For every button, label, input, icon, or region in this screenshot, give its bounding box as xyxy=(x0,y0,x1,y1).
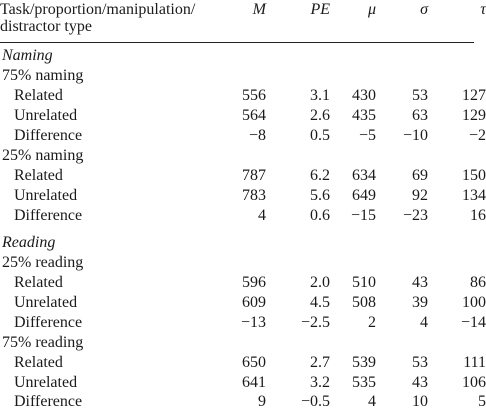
row-label: Difference xyxy=(14,314,83,331)
cell-mu: 4 xyxy=(368,393,376,410)
section-title: Naming xyxy=(2,47,53,64)
cell-mu: 634 xyxy=(352,167,376,184)
cell-tau: 134 xyxy=(462,187,486,204)
cell-sigma: 53 xyxy=(412,87,428,104)
cell-sigma: 43 xyxy=(412,374,428,391)
cell-m: 650 xyxy=(242,354,266,371)
cell-sigma: 4 xyxy=(420,314,428,331)
cell-pe: 2.7 xyxy=(310,354,330,371)
cell-mu: −15 xyxy=(350,207,376,224)
table-row xyxy=(0,206,486,226)
row-label: Related xyxy=(14,87,63,104)
cell-m: 564 xyxy=(242,107,266,124)
cell-tau: 111 xyxy=(463,354,486,371)
table-row xyxy=(0,313,486,333)
group-label: 25% reading xyxy=(2,254,84,271)
cell-sigma: 92 xyxy=(412,187,428,204)
cell-tau: 86 xyxy=(470,274,486,291)
header-label-line2: distractor type xyxy=(0,18,92,35)
group-title xyxy=(0,333,474,353)
cell-sigma: 43 xyxy=(412,274,428,291)
group-title xyxy=(0,253,474,273)
cell-pe: 2.6 xyxy=(310,107,330,124)
header-rule xyxy=(0,42,474,43)
row-label: Unrelated xyxy=(14,107,78,124)
table-row xyxy=(0,166,486,186)
cell-mu: 508 xyxy=(352,294,376,311)
header-label-line1: Task/proportion/manipulation/ xyxy=(0,1,196,18)
cell-m: 609 xyxy=(242,294,266,311)
section-title: Reading xyxy=(2,234,56,251)
cell-mu: 435 xyxy=(352,107,376,124)
cell-pe: 0.5 xyxy=(310,127,330,144)
row-label: Related xyxy=(14,274,63,291)
cell-m: −8 xyxy=(248,127,266,144)
row-label: Unrelated xyxy=(14,374,78,391)
table-row xyxy=(0,186,486,206)
cell-m: 9 xyxy=(258,393,266,410)
cell-sigma: −23 xyxy=(402,207,428,224)
header-col-sigma: σ xyxy=(420,1,428,18)
cell-sigma: 39 xyxy=(412,294,428,311)
table-row xyxy=(0,273,486,293)
cell-mu: 535 xyxy=(352,374,376,391)
row-label: Related xyxy=(14,354,63,371)
cell-tau: −2 xyxy=(468,127,486,144)
cell-m: 556 xyxy=(242,87,266,104)
table-row xyxy=(0,293,486,313)
cell-mu: 2 xyxy=(368,314,376,331)
cell-m: 641 xyxy=(242,374,266,391)
cell-mu: 510 xyxy=(352,274,376,291)
cell-pe: 3.2 xyxy=(310,374,330,391)
table-row xyxy=(0,106,486,126)
row-label: Difference xyxy=(14,127,83,144)
cell-tau: 106 xyxy=(462,374,486,391)
cell-pe: 5.6 xyxy=(310,187,330,204)
cell-m: 596 xyxy=(242,274,266,291)
row-label: Unrelated xyxy=(14,187,78,204)
header-row-2 xyxy=(0,17,474,37)
cell-m: 787 xyxy=(242,167,266,184)
table-row xyxy=(0,86,486,106)
cell-tau: 129 xyxy=(462,107,486,124)
table-row xyxy=(0,126,486,146)
header-col-mu: μ xyxy=(367,1,376,18)
group-label: 75% naming xyxy=(2,67,84,84)
cell-tau: 127 xyxy=(462,87,486,104)
table-row xyxy=(0,353,486,373)
cell-pe: −0.5 xyxy=(300,393,330,410)
cell-tau: 150 xyxy=(462,167,486,184)
cell-pe: 6.2 xyxy=(310,167,330,184)
row-label: Difference xyxy=(14,393,83,410)
group-label: 75% reading xyxy=(2,334,84,351)
cell-m: −13 xyxy=(240,314,266,331)
cell-sigma: −10 xyxy=(402,127,428,144)
cell-m: 4 xyxy=(258,207,266,224)
table-row xyxy=(0,373,486,393)
row-label: Related xyxy=(14,167,63,184)
cell-pe: −2.5 xyxy=(300,314,330,331)
cell-tau: 5 xyxy=(478,393,486,410)
section-title-reading xyxy=(0,233,474,253)
section-title-naming xyxy=(0,46,474,66)
cell-mu: −5 xyxy=(358,127,376,144)
header-col-m: M xyxy=(252,1,266,18)
cell-pe: 0.6 xyxy=(310,207,330,224)
header-col-pe: PE xyxy=(310,1,330,18)
cell-sigma: 69 xyxy=(412,167,428,184)
cell-sigma: 63 xyxy=(412,107,428,124)
cell-sigma: 53 xyxy=(412,354,428,371)
group-label: 25% naming xyxy=(2,147,84,164)
group-title xyxy=(0,66,474,86)
group-title xyxy=(0,146,474,166)
cell-sigma: 10 xyxy=(412,393,428,410)
cell-mu: 539 xyxy=(352,354,376,371)
table-row xyxy=(0,392,486,412)
cell-tau: 16 xyxy=(470,207,486,224)
header-col-tau: τ xyxy=(480,1,486,18)
cell-pe: 2.0 xyxy=(310,274,330,291)
cell-tau: 100 xyxy=(462,294,486,311)
cell-m: 783 xyxy=(242,187,266,204)
row-label: Difference xyxy=(14,207,83,224)
cell-pe: 3.1 xyxy=(310,87,330,104)
cell-mu: 649 xyxy=(352,187,376,204)
cell-pe: 4.5 xyxy=(310,294,330,311)
cell-tau: −14 xyxy=(460,314,486,331)
cell-mu: 430 xyxy=(352,87,376,104)
row-label: Unrelated xyxy=(14,294,78,311)
